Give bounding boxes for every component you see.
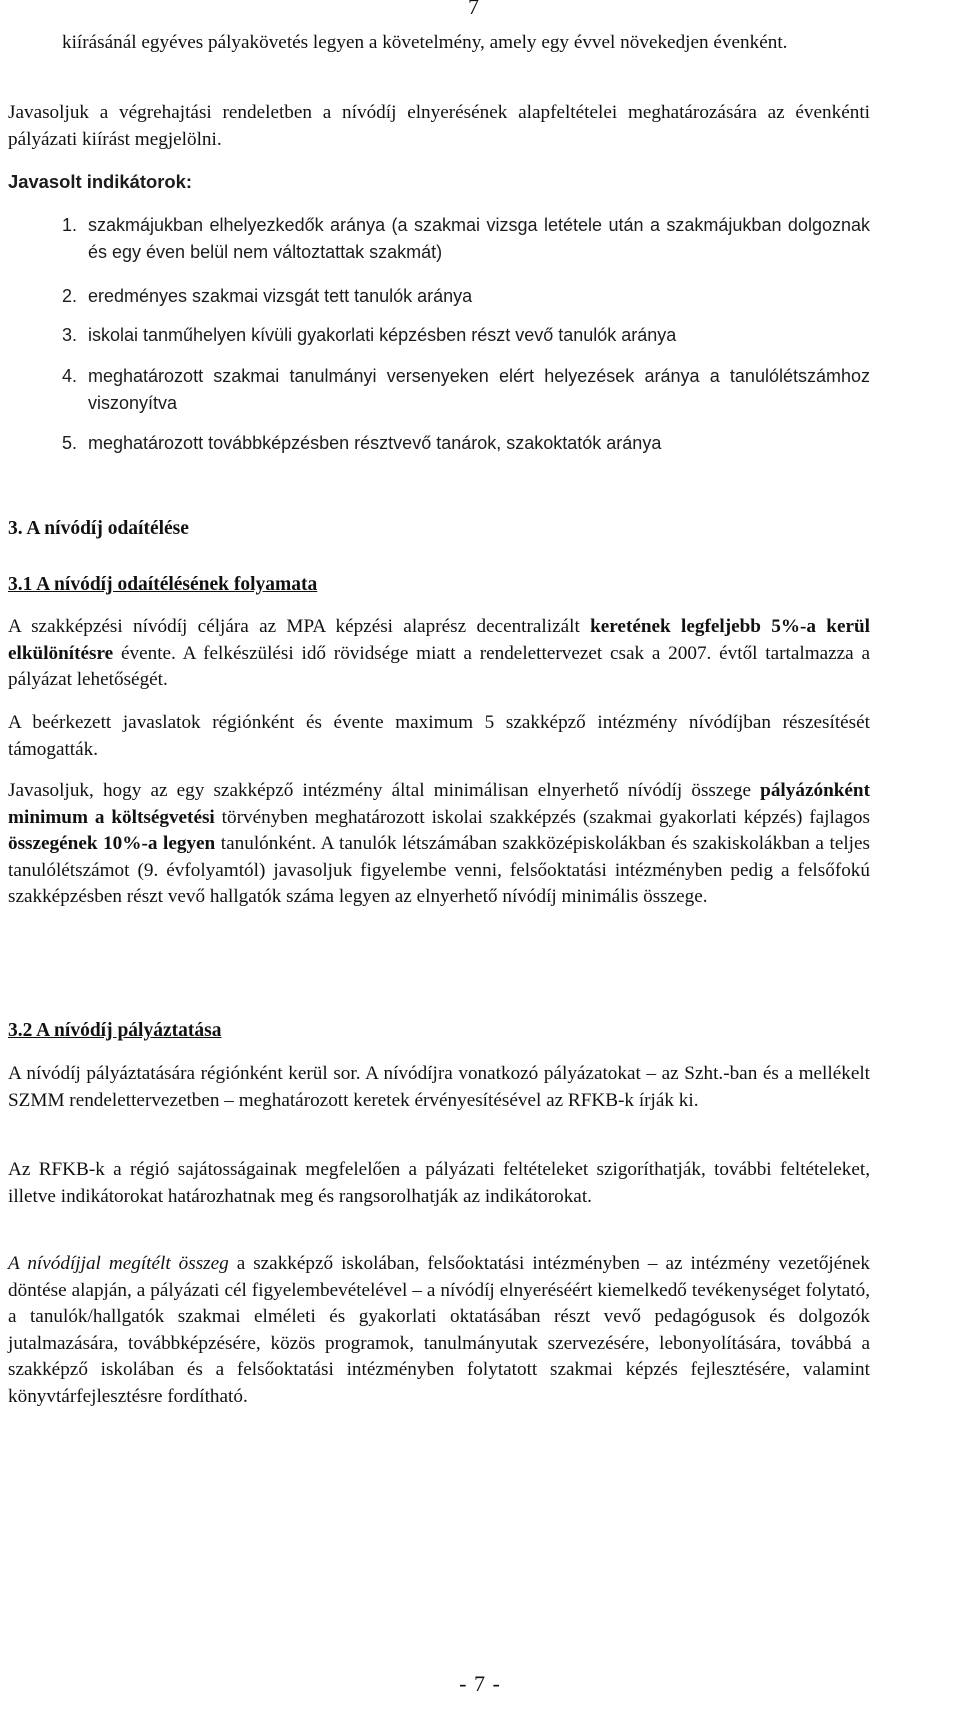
- indicator-text: szakmájukban elhelyezkedők aránya (a szakmai vizsga letétele után a szakmájukban dolgoznak és egy éven belül nem változtattak szakmát): [88, 215, 870, 262]
- indicator-text: meghatározott szakmai tanulmányi versenyeken elért helyezések aránya a tanulólétszámhoz viszonyítva: [88, 366, 870, 413]
- section-3-2-paragraph-3: A nívódíjjal megítélt összeg a szakképző iskolában, felsőoktatási intézményben – az intézmény vezetőjének döntése alapján, a pályázati cél figyelembevételével – a nívódíj elnyeréséért kiemelkedő tevékenységet folytató, a tanulók/hallgatók szakmai elméleti és gyakorlati oktatásában részt vevő pedagógusok és dolgozók jutalmazására, továbbképzésére, közös programok, tanulmányutak szervezésére, lebonyolítására, továbbá a szakképző iskolában és a felsőoktatási intézményben folytatott szakmai képzés fejlesztésére, valamint könyvtárfejlesztésre fordítható.: [8, 1253, 870, 1407]
- indicator-item-1: [62, 212, 870, 265]
- section-3-1-paragraph-3: Javasoljuk, hogy az egy szakképző intézmény által minimálisan elnyerhető nívódíj összege pályázónként minimum a költségvetési törvényben meghatározott iskolai szakképzés (szakmai gyakorlati képzés) fajlagos összegének 10%-a legyen tanulónként. A tanulók létszámában szakközépiskolákban és szakiskolákban a teljes tanulólétszámot (9. évfolyamtól) javasoljuk figyelembe venni, felsőoktatási intézményben pedig a felsőfokú szakképzésben részt vevő hallgatók száma legyen az elnyerhető nívódíj minimális összege.: [8, 780, 870, 907]
- indicator-item-5: [62, 430, 870, 457]
- section-3-2-heading: 3.2 A nívódíj pályáztatása: [8, 1020, 222, 1041]
- indicator-item-2: [62, 283, 870, 310]
- intro-paragraph-2: Javasoljuk a végrehajtási rendeletben a nívódíj elnyerésének alapfeltételei meghatározására az évenkénti pályázati kiírást megjelölni.: [8, 102, 870, 150]
- section-3-1-paragraph-2: A beérkezett javaslatok régiónként és évente maximum 5 szakképző intézmény nívódíjban részesítését támogatták.: [8, 712, 870, 760]
- page-number-bottom: - 7 -: [459, 1671, 501, 1696]
- indicators-heading: Javasolt indikátorok:: [8, 171, 192, 192]
- section-3-2-paragraph-2: Az RFKB-k a régió sajátosságainak megfelelően a pályázati feltételeket szigoríthatják, további feltételeket, illetve indikátorokat határozhatnak meg és rangsorolhatják az indikátorokat.: [8, 1159, 870, 1207]
- indicator-text: meghatározott továbbképzésben résztvevő tanárok, szakoktatók aránya: [88, 433, 662, 453]
- section-3-2-paragraph-1: A nívódíj pályáztatására régiónként kerül sor. A nívódíjra vonatkozó pályázatokat – az Szht.-ban és a mellékelt SZMM rendelettervezetben – meghatározott keretek érvényesítésével az RFKB-k írják ki.: [8, 1063, 870, 1111]
- page-number-top: 7: [468, 0, 479, 19]
- indicator-item-4: [62, 363, 870, 416]
- indicator-number: 2.: [62, 286, 78, 306]
- indicator-text: eredményes szakmai vizsgát tett tanulók aránya: [88, 286, 473, 306]
- section-3-1-paragraph-1: A szakképzési nívódíj céljára az MPA képzési alaprész decentralizált keretének legfeljebb 5%-a kerül elkülönítésre évente. A felkészülési idő rövidsége miatt a rendelettervezet csak a 2007. évtől tartalmazza a pályázat lehetőségét.: [8, 616, 870, 690]
- intro-paragraph-1: kiírásánál egyéves pályakövetés legyen a követelmény, amely egy évvel növekedjen évenként.: [62, 32, 788, 53]
- indicator-text: iskolai tanműhelyen kívüli gyakorlati képzésben részt vevő tanulók aránya: [88, 325, 677, 345]
- indicator-number: 1.: [62, 215, 78, 235]
- indicator-item-3: [62, 322, 870, 349]
- section-3-heading: 3. A nívódíj odaítélése: [8, 518, 189, 539]
- indicator-number: 4.: [62, 366, 78, 386]
- indicator-number: 5.: [62, 433, 78, 453]
- indicator-number: 3.: [62, 325, 78, 345]
- section-3-1-heading: 3.1 A nívódíj odaítélésének folyamata: [8, 574, 318, 595]
